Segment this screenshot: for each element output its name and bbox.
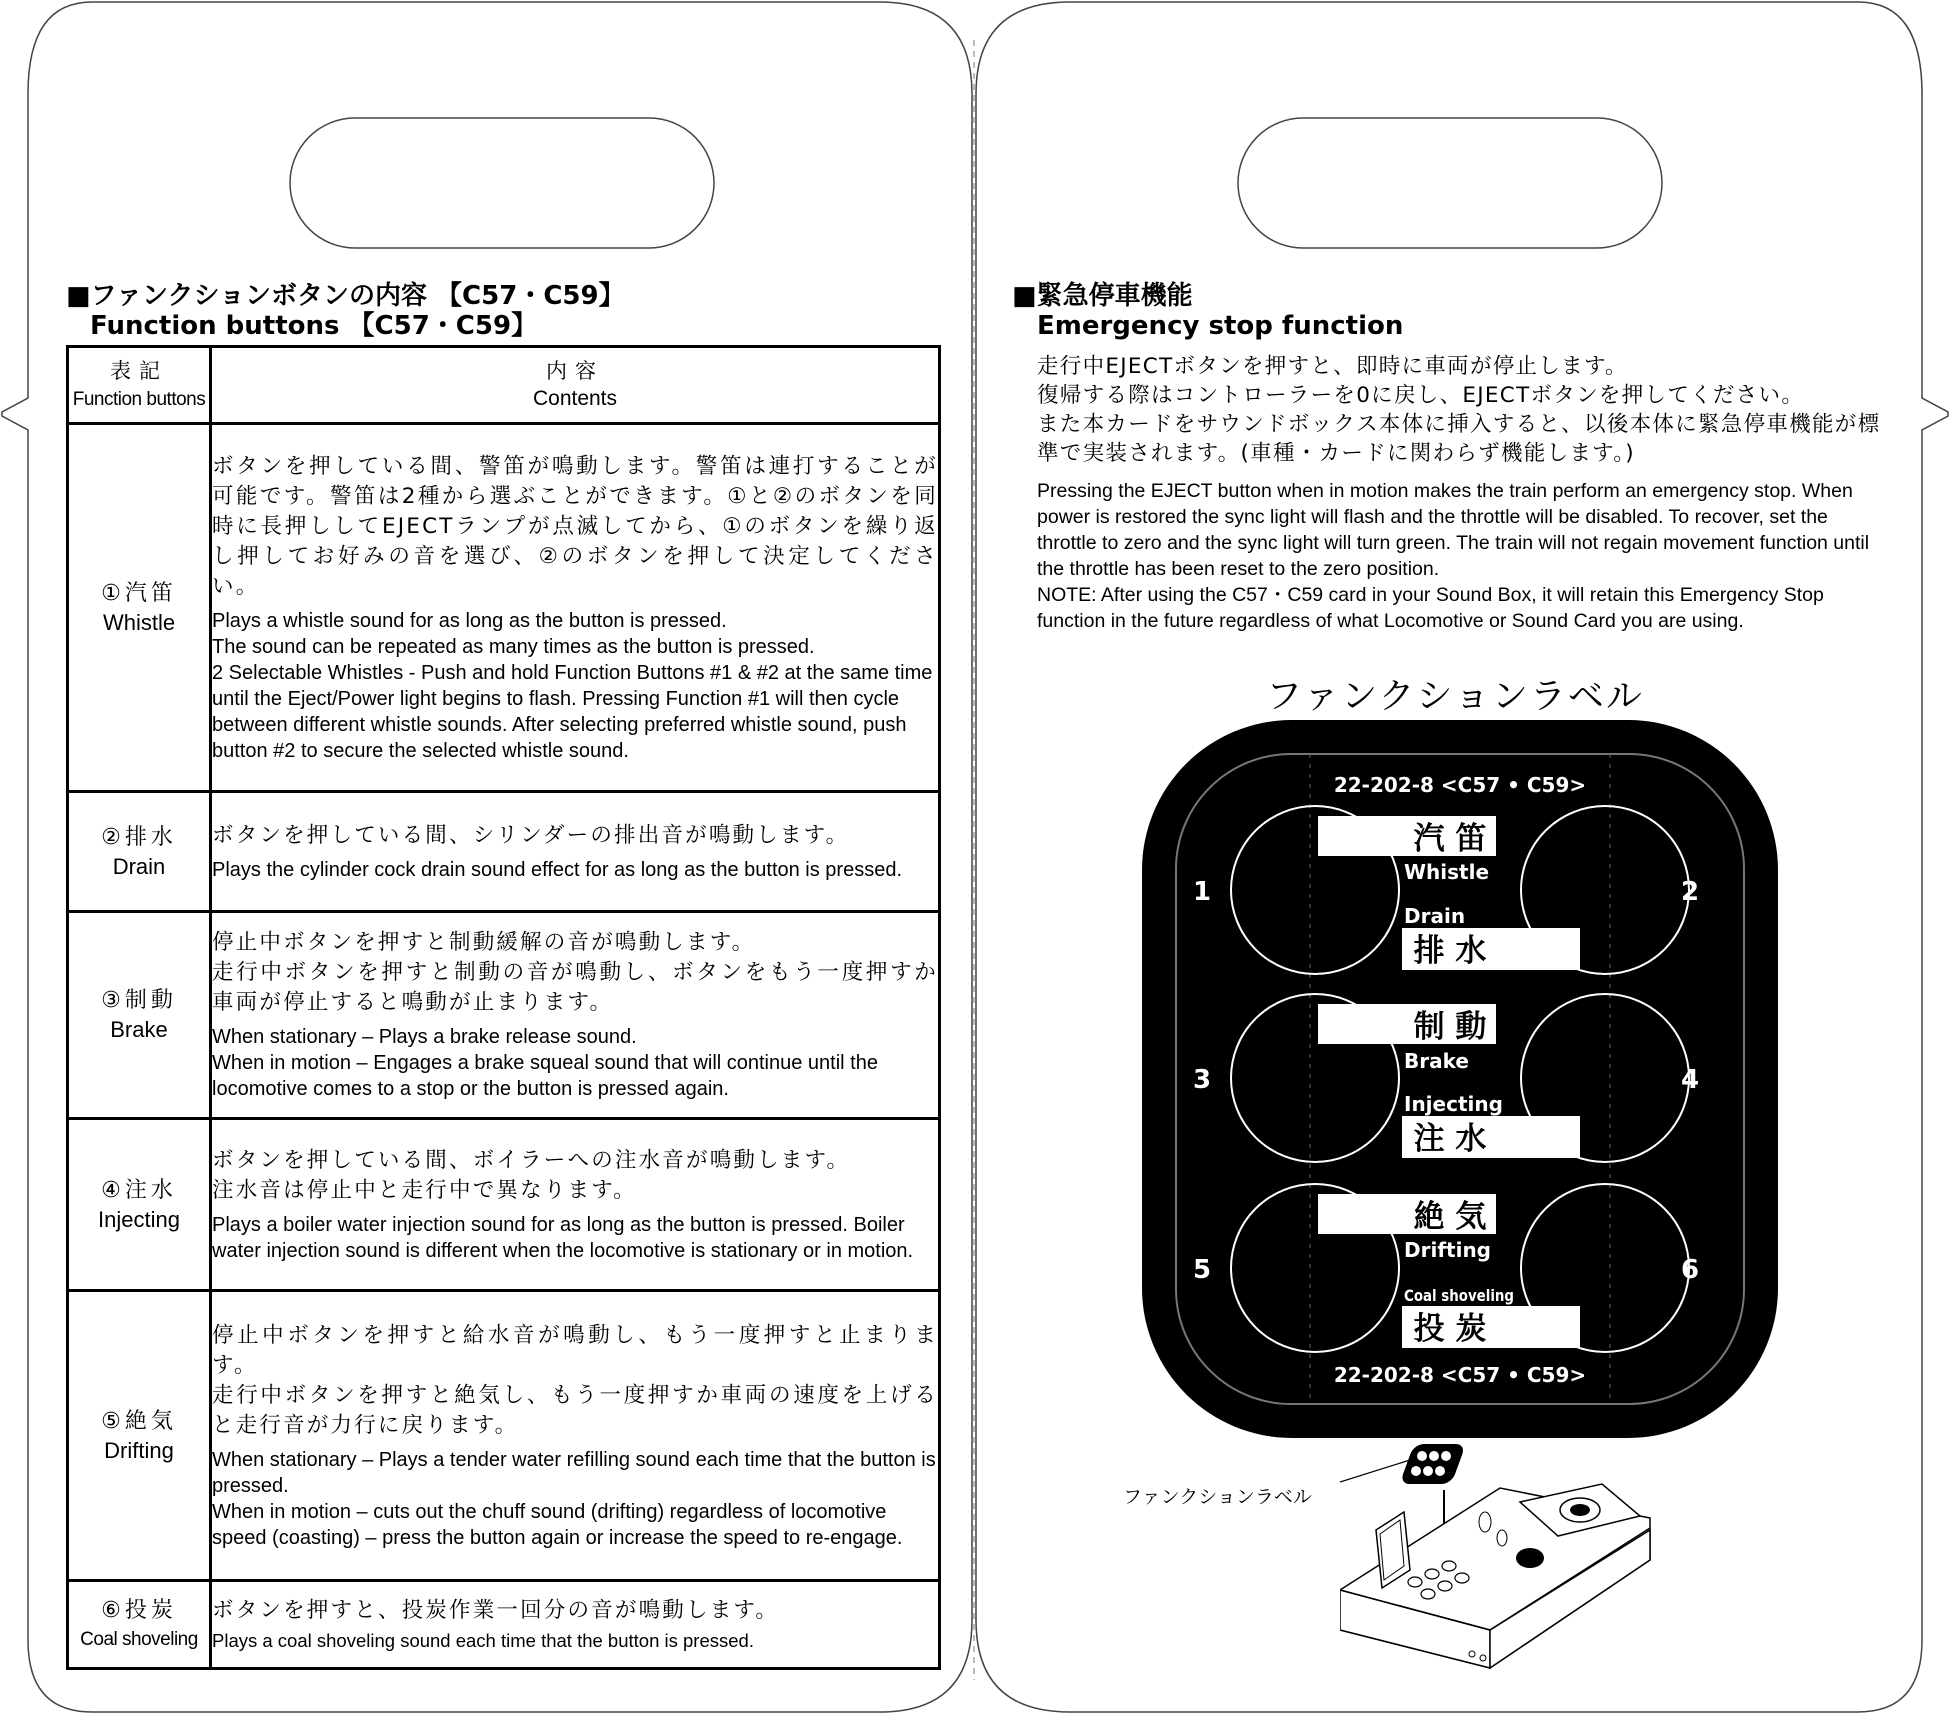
row-key: [68, 792, 211, 912]
tag-drain-jp: 排 水: [1413, 933, 1487, 969]
row-desc-en: Plays a coal shoveling sound each time that the button is pressed.: [212, 1629, 754, 1651]
tag-injecting-en: Injecting: [1404, 1092, 1503, 1116]
row-key-jp: ①汽笛: [101, 580, 177, 606]
table-row: [68, 424, 940, 792]
row-desc-jp: ボタンを押すと、投炭作業一回分の音が鳴動します。: [212, 1597, 780, 1623]
row-desc-en: Plays a whistle sound for as long as the button is pressed. The sound can be repeated as many times as the button is pressed. 2 Selectable Whistles - Push and hold Function Buttons #1 & #2 at the same time until the Eject/Power light begins to flash. Pressing Function #1 will then cycle between different whistle sounds. After selecting preferred whistle sound, push button #2 to secure the selected whistle sound.: [212, 609, 933, 762]
row-key-en: Coal shoveling: [80, 1628, 198, 1650]
row-desc-en: When stationary – Plays a brake release sound. When in motion – Engages a brake squeal sound that will continue until the locomotive comes to a stop or the button is pressed again.: [212, 1026, 878, 1100]
row-key-jp: ④注水: [101, 1177, 177, 1203]
table-row: [68, 792, 940, 912]
label-code-top: 22-202-8 <C57 • C59>: [1333, 773, 1587, 797]
header-col1-en: Function buttons: [72, 388, 206, 410]
tag-brake-en: Brake: [1404, 1049, 1469, 1073]
row-desc: [211, 912, 940, 1119]
header-col2-jp: 内容: [546, 359, 604, 383]
row-key-jp: ⑥投炭: [101, 1597, 177, 1623]
function-table: [66, 345, 941, 1670]
diagram-label: ファンクションラベル: [1123, 1486, 1312, 1508]
row-desc-jp: 停止中ボタンを押すと給水音が鳴動し、もう一度押すと止まります。 走行中ボタンを押すと絶気し、もう一度押すか車両の速度を上げると走行音が力行に戻ります。: [212, 1322, 938, 1438]
button-number-4: 4: [1680, 1065, 1700, 1095]
row-key-jp: ⑤絶気: [101, 1408, 177, 1434]
row-desc-jp: ボタンを押している間、シリンダーの排出音が鳴動します。: [212, 822, 850, 848]
tag-drain-en: Drain: [1404, 904, 1466, 928]
row-key: [68, 1291, 211, 1581]
row-desc-en: Plays the cylinder cock drain sound effect for as long as the button is pressed.: [212, 858, 903, 881]
header-col1: [68, 347, 211, 424]
row-desc: [211, 1119, 940, 1291]
emergency-body-jp: 走行中EJECTボタンを押すと、即時に車両が停止します。 復帰する際はコントローラーを0に戻し、EJECTボタンを押してください。 また本カードをサウンドボックス本体に挿入すると、以後本体に緊急停車機能が標準で実装されます。(車種・カードに関わらず機能します。): [1037, 354, 1881, 466]
row-desc: [211, 792, 940, 912]
button-number-3: 3: [1192, 1065, 1212, 1095]
row-key-jp: ③制動: [101, 988, 177, 1013]
hang-hole-left: [290, 118, 714, 248]
row-desc-en: When stationary – Plays a tender water refilling sound each time that the button is pressed. When in motion – cuts out the chuff sound (drifting) regardless of locomotive speed (coasting) – press the button again or increase the speed to re-engage.: [212, 1448, 936, 1549]
mini-label-icon: [1399, 1444, 1466, 1484]
row-key-jp: ②排水: [101, 824, 177, 850]
table-row: [68, 912, 940, 1119]
row-desc-jp: ボタンを押している間、ボイラーへの注水音が鳴動します。 注水音は停止中と走行中で異なります。: [212, 1147, 851, 1203]
row-key-en: Brake: [110, 1017, 168, 1042]
tag-drifting-en: Drifting: [1404, 1238, 1491, 1262]
hang-hole-right: [1238, 118, 1662, 248]
row-desc: [211, 1291, 940, 1581]
right-heading-jp: ■緊急停車機能: [1012, 281, 1193, 311]
row-key: [68, 424, 211, 792]
header-col1-jp: 表記: [110, 358, 168, 383]
button-number-2: 2: [1680, 877, 1700, 907]
left-heading-jp: ■ファンクションボタンの内容 【C57・C59】: [66, 281, 625, 311]
row-key-en: Drain: [112, 853, 166, 879]
row-desc-en: Plays a boiler water injection sound for as long as the button is pressed. Boiler water injection sound is different when the locomotive is stationary or in motion.: [212, 1213, 914, 1262]
tag-whistle-jp: 汽 笛: [1413, 821, 1487, 857]
row-key: [68, 912, 211, 1119]
sound-box-diagram: [1340, 1440, 1670, 1710]
button-number-1: 1: [1192, 877, 1212, 907]
row-key: [68, 1581, 211, 1669]
row-key: [68, 1119, 211, 1291]
tag-coal-en: Coal shoveling: [1404, 1286, 1514, 1305]
function-label-graphic: [1140, 718, 1780, 1440]
row-desc: [211, 1581, 940, 1669]
header-col2: [211, 347, 940, 424]
table-row: [68, 1581, 940, 1669]
row-key-en: Whistle: [102, 609, 176, 635]
table-row: [68, 1119, 940, 1291]
row-key-en: Drifting: [104, 1437, 174, 1463]
row-desc-jp: 停止中ボタンを押すと制動緩解の音が鳴動します。 走行中ボタンを押すと制動の音が鳴動し、ボタンをもう一度押すか車両が停止すると鳴動が止まります。: [212, 930, 938, 1015]
header-col2-en: Contents: [532, 387, 618, 410]
button-number-6: 6: [1680, 1255, 1700, 1285]
left-heading-en: Function buttons 【C57・C59】: [90, 311, 538, 341]
table-row: [68, 1291, 940, 1581]
table-header-row: [68, 347, 940, 424]
right-heading-en: Emergency stop function: [1037, 311, 1404, 341]
function-label-title: ファンクションラベル: [1266, 676, 1644, 717]
row-desc: [211, 424, 940, 792]
row-desc-jp: ボタンを押している間、警笛が鳴動します。警笛は連打することが可能です。警笛は2種から選ぶことができます。①と②のボタンを同時に長押ししてEJECTランプが点滅してから、①のボタンを繰り返し押してお好みの音を選び、②のボタンを押して決定してください。: [212, 453, 938, 599]
tag-coal-jp: 投 炭: [1413, 1311, 1487, 1347]
button-number-5: 5: [1192, 1255, 1212, 1285]
row-key-en: Injecting: [98, 1206, 180, 1232]
tag-drifting-jp: 絶 気: [1413, 1199, 1487, 1235]
emergency-body-en: Pressing the EJECT button when in motion makes the train perform an emergency stop. When power is restored the sync light will flash and the throttle will be disabled. To recover, set the throttle to zero and the sync light will turn green. The train will not regain movement function until the throttle has been reset to the zero position. NOTE: After using the C57・C59 card in your Sound Box, it will retain this Emergency Stop function in the future regardless of what Locomotive or Sound Card you are using.: [1037, 480, 1870, 632]
tag-whistle-en: Whistle: [1404, 860, 1490, 884]
label-code-bottom: 22-202-8 <C57 • C59>: [1333, 1363, 1587, 1387]
tag-injecting-jp: 注 水: [1413, 1121, 1487, 1157]
tag-brake-jp: 制 動: [1413, 1009, 1487, 1045]
